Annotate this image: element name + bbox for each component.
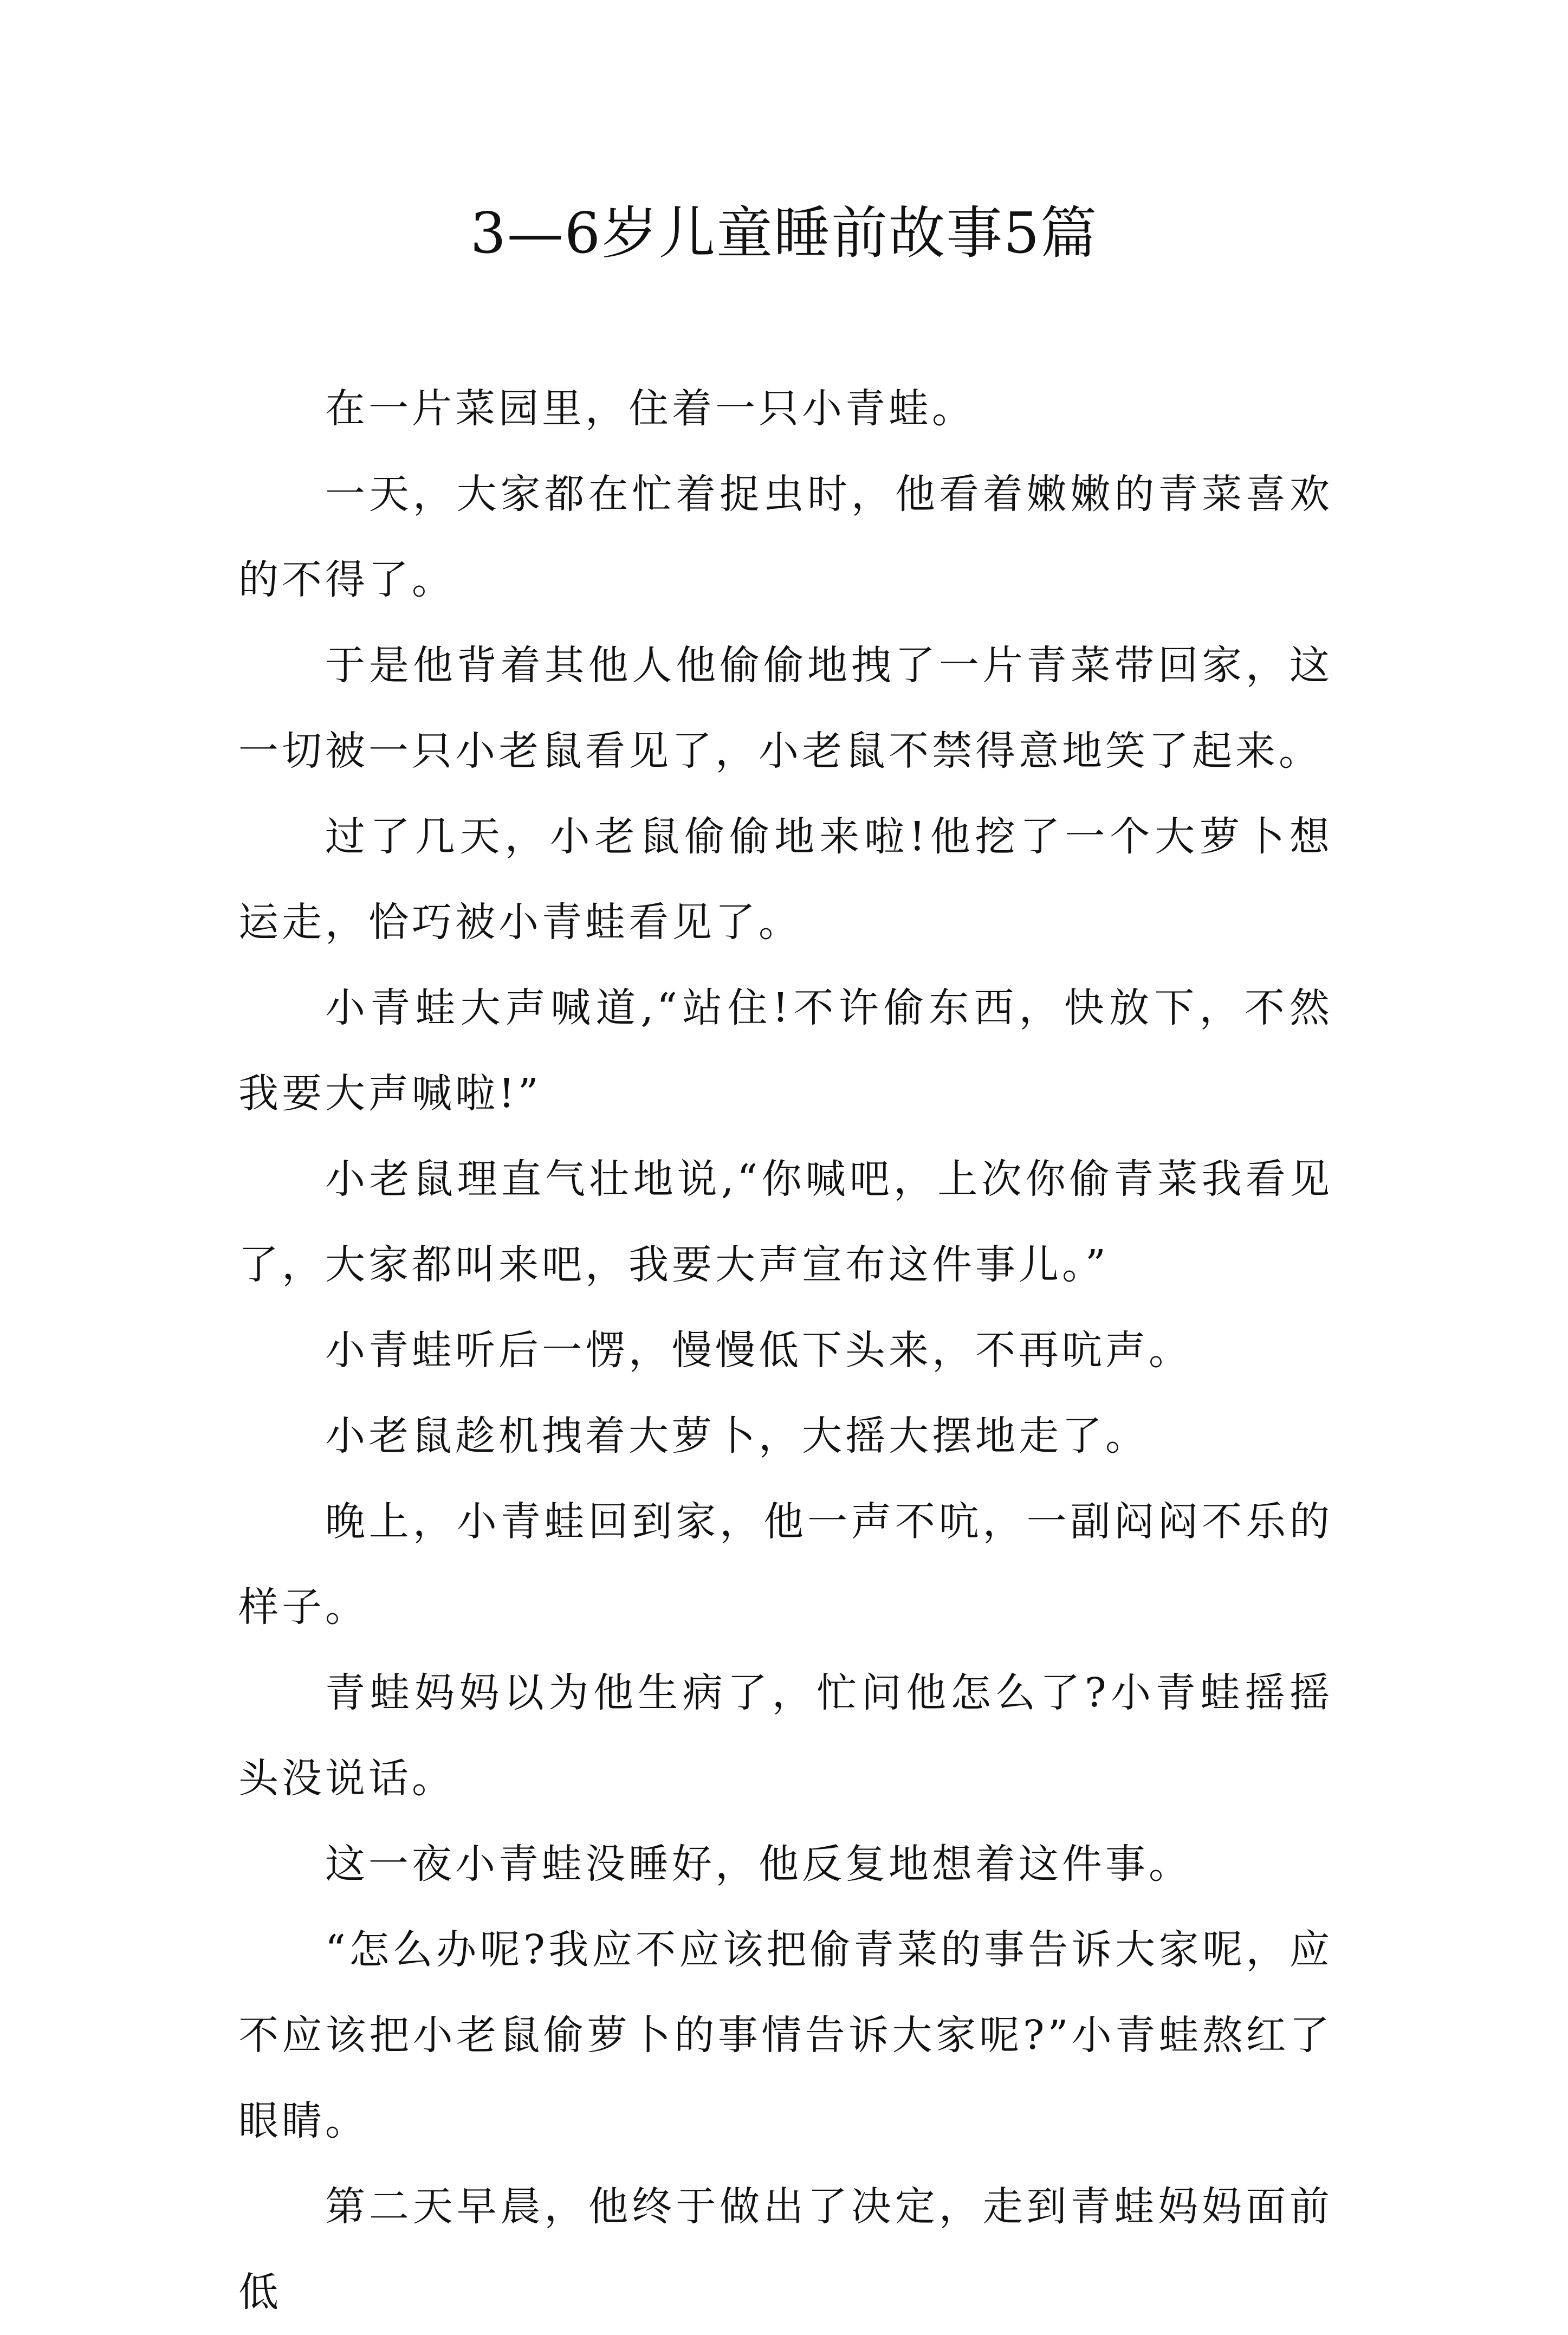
paragraph: 过了几天，小老鼠偷偷地来啦!他挖了一个大萝卜想运走，恰巧被小青蛙看见了。 xyxy=(238,813,1333,946)
paragraph: 一天，大家都在忙着捉虫时，他看着嫩嫩的青菜喜欢的不得了。 xyxy=(238,471,1333,603)
paragraph: 小老鼠趁机拽着大萝卜，大摇大摆地走了。 xyxy=(325,1413,1149,1459)
paragraph: 小青蛙听后一愣，慢慢低下头来，不再吭声。 xyxy=(325,1327,1192,1374)
paragraph: “怎么办呢?我应不应该把偷青菜的事告诉大家呢，应不应该把小老鼠偷萝卜的事情告诉大家呢?”小青蛙熬红了眼睛。 xyxy=(238,1926,1333,2144)
document-title: 3—6岁儿童睡前故事5篇 xyxy=(470,200,1098,266)
paragraph: 在一片菜园里，住着一只小青蛙。 xyxy=(325,385,975,432)
paragraph: 晚上，小青蛙回到家，他一声不吭，一副闷闷不乐的样子。 xyxy=(238,1498,1333,1631)
paragraph: 这一夜小青蛙没睡好，他反复地想着这件事。 xyxy=(325,1841,1192,1887)
paragraph: 小老鼠理直气壮地说,“你喊吧，上次你偷青菜我看见了，大家都叫来吧，我要大声宣布这件事儿。” xyxy=(238,1156,1333,1288)
paragraph: 于是他背着其他人他偷偷地拽了一片青菜带回家，这一切被一只小老鼠看见了，小老鼠不禁得意地笑了起来。 xyxy=(238,642,1333,774)
paragraph: 小青蛙大声喊道,“站住!不许偷东西，快放下，不然我要大声喊啦!” xyxy=(238,985,1333,1117)
paragraph: 第二天早晨，他终于做出了决定，走到青蛙妈妈面前低 xyxy=(238,2183,1333,2315)
document-body xyxy=(238,366,1333,2335)
paragraph: 青蛙妈妈以为他生病了，忙问他怎么了?小青蛙摇摇头没说话。 xyxy=(238,1670,1333,1802)
